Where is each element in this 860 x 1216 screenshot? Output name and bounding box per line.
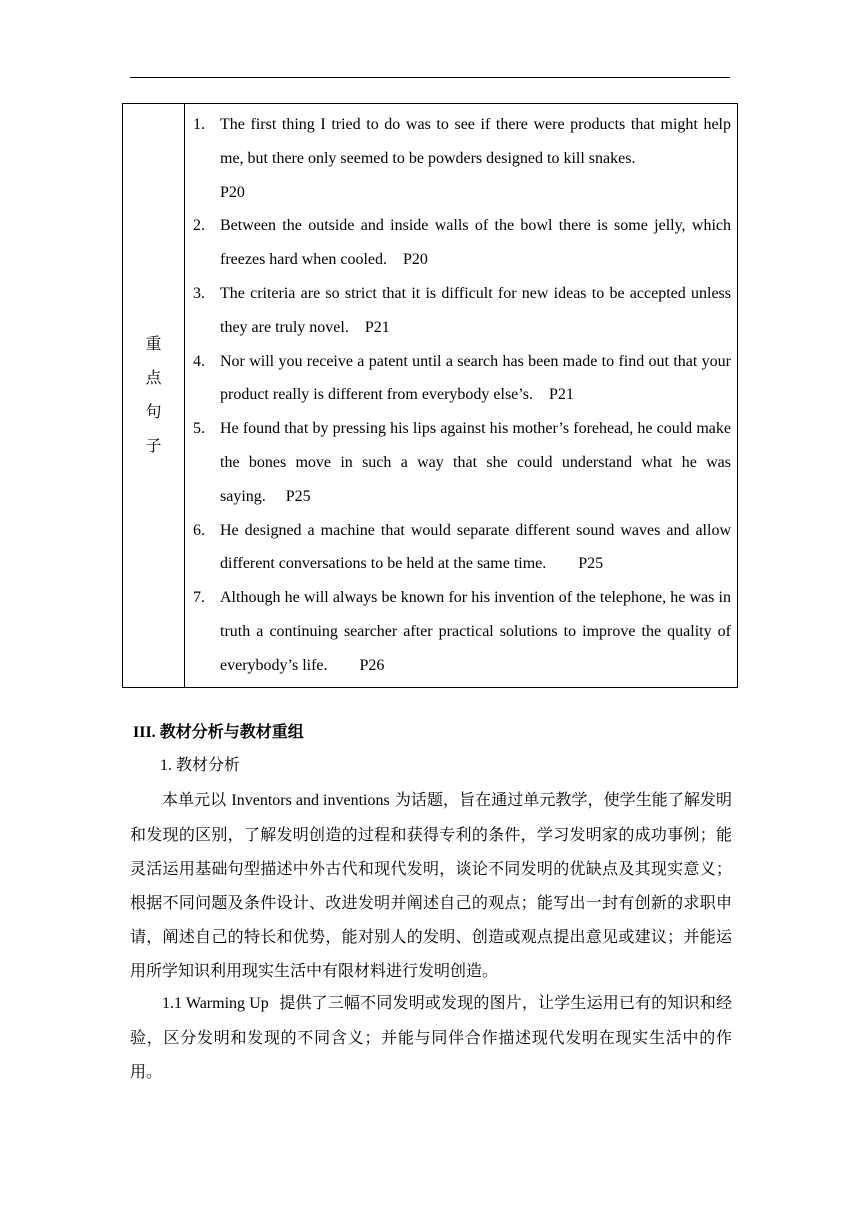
key-sentences-table: [122, 103, 738, 688]
sentence-text: Although he will always be known for his invention of the telephone, he was in truth a continuing searcher after practical solutions to improve the quality of everybody’s life.: [220, 589, 731, 674]
sentence-number: 1.: [193, 116, 205, 133]
sentence-number: 4.: [193, 352, 205, 370]
sentence-item: [193, 209, 731, 277]
sentence-text: Nor will you receive a patent until a search has been made to find out that your product really is different from everybody else’s.: [220, 352, 731, 404]
paragraph-section-ref: 1.1 Warming Up: [162, 995, 269, 1012]
paragraph-warming-up: [130, 986, 732, 1089]
paragraph-overview: [130, 783, 732, 988]
sentence-number: 5.: [193, 420, 205, 438]
sentence-number: 7.: [193, 589, 205, 607]
sentence-number: 2.: [193, 217, 205, 235]
page-reference: P21: [364, 318, 390, 336]
subsection-heading: [160, 750, 240, 781]
page-reference: P25: [578, 555, 604, 573]
page-reference: P20: [220, 183, 245, 201]
subsection-number: 1.: [160, 757, 172, 774]
table-label: [145, 327, 161, 463]
sentence-number: 6.: [193, 521, 205, 539]
sentence-text: The first thing I tried to do was to see if there were products that might help me, but there only seemed to be powders designed to kill snakes.: [220, 116, 731, 167]
sentence-text: He found that by pressing his lips against his mother’s forehead, he could make the bones move in such a way that she could understand what he was saying.: [220, 420, 731, 505]
page-reference: P20: [403, 251, 428, 269]
sentence-item: [193, 412, 731, 513]
page-reference: P21: [548, 386, 574, 404]
label-char: 点: [145, 368, 162, 388]
section-number: III.: [133, 724, 156, 741]
subsection-title: 教材分析: [176, 755, 241, 774]
table-label-cell: [123, 104, 185, 688]
label-char: 子: [145, 436, 162, 456]
paragraph-text: 为话题，旨在通过单元教学，使学生能了解发明和发现的区别，了解发明创造的过程和获得专利的条件，学习发明家的成功事例；能灵活运用基础句型描述中外古代和现代发明，谈论不同发明的优缺点及其现实意义；根据不同问题及条件设计、改进发明并阐述自己的观点；能写出一封有创新的求职申请，阐述自己的特长和优势，能对别人的发明、创造或观点提出意见或建议；并能运用所学知识利用现实生活中有限材料进行发明创造。: [130, 790, 732, 980]
header-rule: [130, 77, 730, 78]
sentence-item: [193, 514, 731, 582]
label-char: 句: [145, 402, 162, 422]
label-char: 重: [145, 334, 162, 354]
page-reference: P25: [285, 487, 311, 505]
sentence-item: [193, 277, 731, 345]
paragraph-text: 本单元以: [162, 790, 227, 809]
paragraph-topic: Inventors and inventions: [231, 792, 390, 809]
section-heading: [133, 718, 304, 747]
sentence-text: The criteria are so strict that it is difficult for new ideas to be accepted unless they are truly novel.: [220, 284, 731, 336]
sentence-list: [193, 108, 731, 683]
sentence-number: 3.: [193, 284, 205, 302]
sentence-text: He designed a machine that would separate different sound waves and allow different conversations to be held at the same time.: [220, 521, 731, 573]
sentence-text: Between the outside and inside walls of the bowl there is some jelly, which freezes hard when cooled.: [220, 217, 731, 269]
sentence-item: [193, 581, 731, 682]
section-title: 教材分析与教材重组: [159, 722, 304, 741]
table-content-cell: [185, 104, 738, 688]
sentence-item: [193, 345, 731, 413]
page-reference: P26: [359, 656, 385, 674]
sentence-item: [193, 108, 731, 209]
paragraph-text: 提供了三幅不同发明或发现的图片，让学生运用已有的知识和经验，区分发明和发现的不同含义；并能与同伴合作描述现代发明在现实生活中的作用。: [130, 993, 733, 1081]
